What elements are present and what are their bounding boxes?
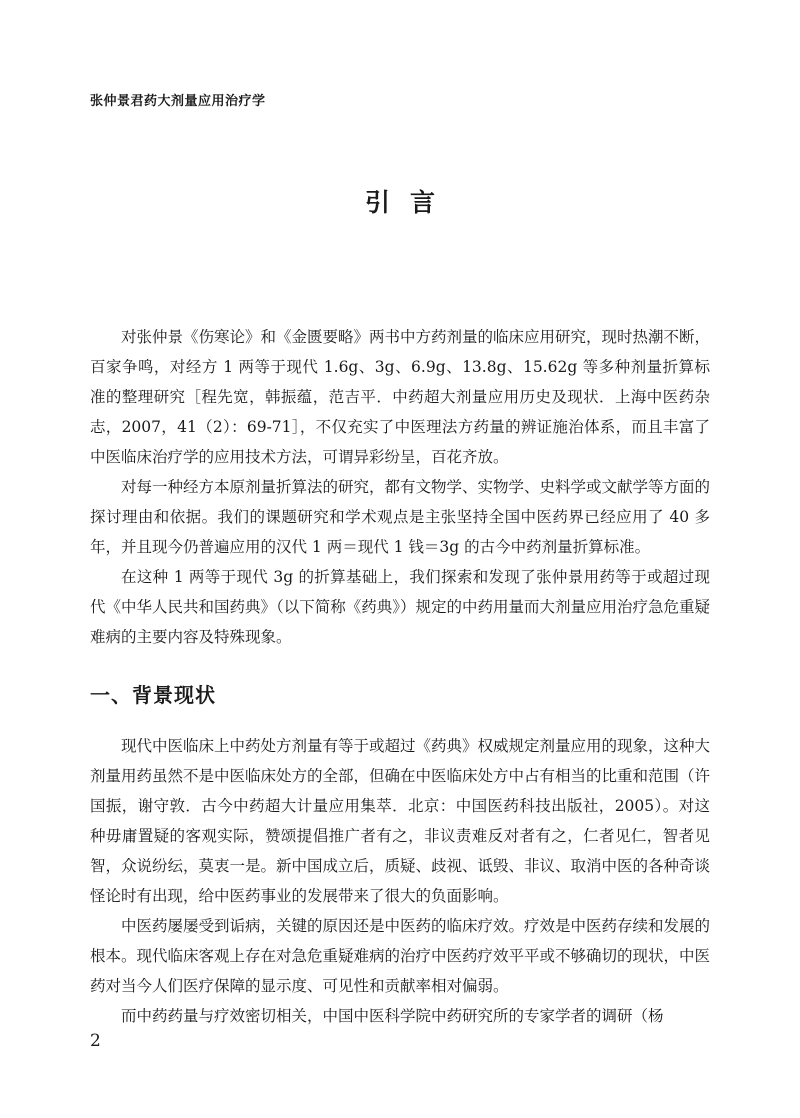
section-paragraph: 中医药屡屡受到诟病，关键的原因还是中医药的临床疗效。疗效是中医药存续和发展的根本。现代临床客观上存在对急危重疑难病的治疗中医药疗效平平或不够确切的现状，中医药对当今人们医疗保障的显示度、可见性和贡献率相对偏弱。: [90, 917, 711, 995]
section-body: [90, 731, 710, 1031]
intro-paragraph: 对张仲景《伤寒论》和《金匮要略》两书中方药剂量的临床应用研究，现时热潮不断，百家争鸣，对经方 1 两等于现代 1.6g、3g、6.9g、13.8g、15.62g 等多种剂量折算标准的整理研究［程先宽，韩振蕴，范吉平．中药超大剂量应用历史及现状．上海中医药杂志，2007，41（2）：69-71］，不仅充实了中医理法方药量的辨证施治体系，而且丰富了中医临床治疗学的应用技术方法，可谓异彩纷呈，百花齐放。: [90, 328, 711, 466]
section-paragraph: 而中药药量与疗效密切相关，中国中医科学院中药研究所的专家学者的调研（杨: [121, 1007, 664, 1025]
intro-paragraph: 在这种 1 两等于现代 3g 的折算基础上，我们探索和发现了张仲景用药等于或超过现代《中华人民共和国药典》（以下简称《药典》）规定的中药用量而大剂量应用治疗急危重疑难病的主要内容及特殊现象。: [90, 568, 711, 646]
intro-section: [90, 322, 710, 652]
section-heading: 一、背景现状: [90, 683, 216, 707]
running-header: 张仲景君药大剂量应用治疗学: [90, 94, 266, 109]
intro-paragraph: 对每一种经方本原剂量折算法的研究，都有文物学、实物学、史料学或文献学等方面的探讨理由和依据。我们的课题研究和学术观点是主张坚持全国中医药界已经应用了 40 多年，并且现今仍普遍应用的汉代 1 两＝现代 1 钱＝3g 的古今中药剂量折算标准。: [90, 478, 711, 556]
page-number: 2: [90, 1031, 101, 1051]
section-paragraph: 现代中医临床上中药处方剂量有等于或超过《药典》权威规定剂量应用的现象，这种大剂量用药虽然不是中医临床处方的全部，但确在中医临床处方中占有相当的比重和范围（许国振，谢守敦．古今中药超大计量应用集萃．北京：中国医药科技出版社，2005）。对这种毋庸置疑的客观实际，赞颂提倡推广者有之，非议责难反对者有之，仁者见仁，智者见智，众说纷纭，莫衷一是。新中国成立后，质疑、歧视、诋毁、非议、取消中医的各种奇谈怪论时有出现，给中医药事业的发展带来了很大的负面影响。: [90, 737, 711, 905]
page-title: 引言: [364, 188, 455, 217]
